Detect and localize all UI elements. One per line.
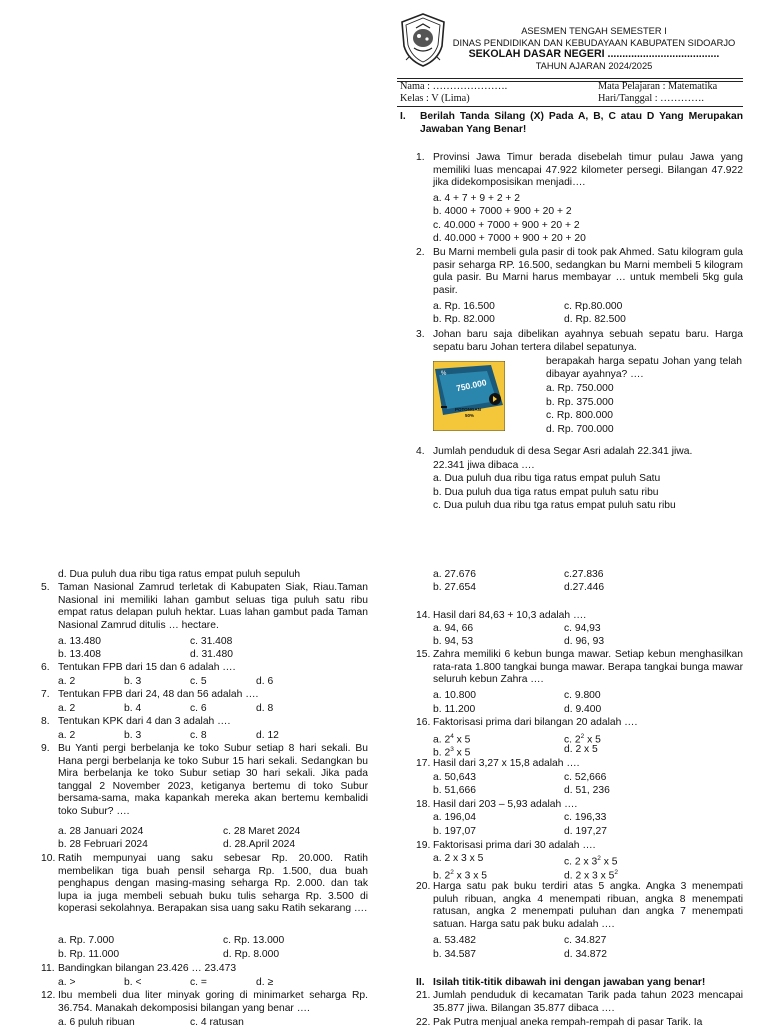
question-text: Ibu membeli dua liter minyak goring di minimarket seharga Rp. 36.754. Manakah dekomposisi bilangan yang benar ….: [58, 990, 368, 1014]
option-d[interactable]: d. 197,27: [564, 826, 607, 837]
option-c[interactable]: c. 31.408: [190, 636, 233, 647]
option-c[interactable]: c. Rp. 800.000: [546, 410, 613, 421]
option-a[interactable]: a. 94, 66: [433, 623, 474, 634]
option-c[interactable]: c. =: [190, 977, 207, 988]
option-c[interactable]: c. Rp.80.000: [564, 301, 623, 312]
option-text-tail: x 5: [600, 856, 618, 868]
option-text: c. 2 x 3: [564, 856, 598, 868]
question-number: 22.: [416, 1017, 431, 1028]
question-number: 6.: [41, 662, 50, 673]
option-d[interactable]: d. ≥: [256, 977, 274, 988]
name-field: Nama : ………………….: [400, 81, 508, 92]
option-a[interactable]: a. 6 puluh ribuan: [58, 1017, 135, 1028]
option-b[interactable]: b. 4: [124, 703, 142, 714]
section-1-number: I.: [400, 111, 406, 122]
option-d[interactable]: d. 34.872: [564, 949, 607, 960]
question-number: 11.: [41, 963, 55, 974]
option-a[interactable]: a. 2: [58, 730, 76, 741]
option-text-tail: x 5: [453, 734, 471, 746]
question-number: 15.: [416, 649, 431, 660]
question-text: Faktorisasi prima dari bilangan 20 adalah ….: [433, 717, 638, 728]
option-c[interactable]: c. 196,33: [564, 812, 607, 823]
agency-name: DINAS PENDIDIKAN DAN KEBUDAYAAN KABUPATEN SIDOARJO: [452, 38, 736, 48]
identity-divider: [397, 106, 743, 107]
exponent: 2: [597, 855, 601, 862]
question-number: 20.: [416, 881, 431, 892]
option-c[interactable]: c. 94,93: [564, 623, 601, 634]
section-2-instruction: Isilah titik-titik dibawah ini dengan jawaban yang benar!: [433, 977, 706, 988]
exponent: 2: [580, 733, 585, 740]
question-number: 14.: [416, 610, 431, 621]
header-divider: [397, 78, 743, 79]
question-number: 2.: [416, 247, 425, 258]
question-number: 17.: [416, 758, 431, 769]
option-c[interactable]: c. 8: [190, 730, 207, 741]
option-c[interactable]: c. 6: [190, 703, 207, 714]
option-d[interactable]: d. 2 x 5: [564, 744, 598, 755]
question-text: Zahra memiliki 6 kebun bunga mawar. Setiap kebun menghasilkan rata-rata 1.800 tangkai bunga mawar. Berapa tangkai bunga mawar seluruh kebun Zahra ….: [433, 649, 743, 686]
question-text: Harga satu pak buku terdiri atas 5 angka. Angka 3 menempati puluh ribuan, angka 4 menempati ribuan, angka 8 menempati ratusan, angka 2 menempati puluhan dan angka 7 menempati satuan. Harga satu pak buku adalah ….: [433, 881, 743, 930]
option-a[interactable]: a. >: [58, 977, 76, 988]
option-d[interactable]: d. 6: [256, 676, 274, 687]
option-a[interactable]: a. 2: [58, 676, 76, 687]
option-a[interactable]: a. 28 Januari 2024: [58, 826, 144, 837]
question-text: Tentukan FPB dari 15 dan 6 adalah ….: [58, 662, 236, 673]
option-b[interactable]: b. Rp. 375.000: [546, 397, 614, 408]
question-text: Tentukan FPB dari 24, 48 dan 56 adalah ….: [58, 689, 259, 700]
option-a[interactable]: a. Rp. 7.000: [58, 935, 115, 946]
option-c[interactable]: c. 52,666: [564, 772, 607, 783]
section-1-instruction: Berilah Tanda Silang (X) Pada A, B, C atau D Yang Merupakan Jawaban Yang Benar!: [420, 111, 743, 135]
option-d[interactable]: d. 8: [256, 703, 274, 714]
question-text: Provinsi Jawa Timur berada disebelah timur pulau Jawa yang memiliki luas mencapai 47.922 kilometer persegi. Bilangan 47.922 jika didekomposisikan menjadi….: [433, 152, 743, 189]
option-a[interactable]: a. 2: [58, 703, 76, 714]
option-text-tail: x 5: [453, 747, 471, 759]
option-text: b. 2: [433, 747, 451, 759]
school-year: TAHUN AJARAN 2024/2025: [535, 61, 653, 71]
option-a[interactable]: a. 50,643: [433, 772, 476, 783]
exponent: 2: [450, 869, 454, 876]
question-text: Jumlah penduduk di desa Segar Asri adalah 22.341 jiwa.: [433, 446, 693, 457]
question-3-prompt: berapakah harga sepatu Johan yang telah dibayar ayahnya? ….: [546, 356, 742, 380]
option-b[interactable]: b. 4000 + 7000 + 900 + 20 + 2: [433, 206, 572, 217]
question-text: Bu Marni membeli gula pasir di took pak Ahmed. Satu kilogram gula pasir seharga RP. 16.500, sedangkan bu Marni membeli 5 kilogram gula pasir. Bu Marni harus membayar … untuk membeli 5kg gula pasir.: [433, 247, 743, 296]
option-d[interactable]: d. 12: [256, 730, 279, 741]
option-d[interactable]: d. Dua puluh dua ribu tiga ratus empat puluh sepuluh: [58, 569, 301, 580]
option-c[interactable]: c. 40.000 + 7000 + 900 + 20 + 2: [433, 220, 580, 231]
question-number: 8.: [41, 716, 50, 727]
question-text: Jumlah penduduk di kecamatan Tarik pada tahun 2023 mencapai 35.877 jiwa. Bilangan 35.877 dibaca ….: [433, 990, 743, 1014]
option-a[interactable]: a. 13.480: [58, 636, 101, 647]
option-a[interactable]: a. 10.800: [433, 690, 476, 701]
option-b[interactable]: b. Rp. 11.000: [58, 949, 120, 960]
option-d[interactable]: d. Rp. 82.500: [564, 314, 626, 325]
question-number: 16.: [416, 717, 431, 728]
option-text-tail: x 3 x 5: [453, 870, 488, 882]
question-text: Hasil dari 3,27 x 15,8 adalah ….: [433, 758, 580, 769]
question-number: 9.: [41, 743, 50, 754]
option-b[interactable]: b. 11.200: [433, 704, 476, 715]
option-text: b. 2: [433, 870, 451, 882]
option-b[interactable]: b. Dua puluh dua tiga ratus empat puluh satu ribu: [433, 487, 659, 498]
question-text: Tentukan KPK dari 4 dan 3 adalah ….: [58, 716, 231, 727]
question-text: Hasil dari 203 – 5,93 adalah ….: [433, 799, 578, 810]
option-d[interactable]: d. Rp. 8.000: [223, 949, 280, 960]
question-text: Taman Nasional Zamrud terletak di Kabupaten Siak, Riau.Taman Nasional ini memiliki lahan gambut seluas tiga puluh satu ribu empat ratus delapan puluh hektar. Luas lahan gambut pada Taman Nasional Zamrud ditulis … hectare.: [58, 582, 368, 631]
option-d[interactable]: d. 51, 236: [564, 785, 610, 796]
school-emblem-logo: [398, 12, 448, 68]
question-number: 7.: [41, 689, 50, 700]
question-4-prompt: 22.341 jiwa dibaca ….: [433, 460, 535, 471]
option-text: c. 2: [564, 734, 581, 746]
option-text-tail: x 5: [584, 734, 601, 746]
option-d[interactable]: d.27.446: [564, 582, 605, 593]
option-d[interactable]: d. 9.400: [564, 704, 602, 715]
option-d[interactable]: d. 28.April 2024: [223, 839, 296, 850]
option-a[interactable]: a. 27.676: [433, 569, 476, 580]
option-b[interactable]: b. Rp. 82.000: [433, 314, 495, 325]
option-c[interactable]: c. Dua puluh dua ribu tga ratus empat puluh satu ribu: [433, 500, 676, 511]
question-number: 19.: [416, 840, 431, 851]
question-text: Pak Putra menjual aneka rempah-rempah di pasar Tarik. Ia: [433, 1017, 703, 1028]
shoe-price-tag-image: [433, 361, 505, 431]
option-d[interactable]: d. 31.480: [190, 649, 233, 660]
subject-field: Mata Pelajaran : Matematika: [598, 81, 718, 92]
question-text: Bandingkan bilangan 23.426 … 23.473: [58, 963, 237, 974]
school-name: SEKOLAH DASAR NEGERI ......................................: [468, 48, 720, 60]
question-text: Ratih mempunyai uang saku sebesar Rp. 20.000. Ratih membelikan tiga buah pensil seharga Rp. 1.500, dua buah penghapus dengan masing-masing seharga Rp. 2.000. dan tak lupa ia juga membeli sebuah buku tulis seharga Rp. 3.500 di koperasi sekolahnya. Berapakan sisa uang saku Ratih sekarang ….: [58, 853, 368, 915]
question-number: 3.: [416, 329, 425, 340]
option-a[interactable]: a. Rp. 750.000: [546, 383, 614, 394]
option-b[interactable]: b. 94, 53: [433, 636, 474, 647]
question-number: 18.: [416, 799, 431, 810]
option-a[interactable]: a. 4 + 7 + 9 + 2 + 2: [433, 193, 521, 204]
exam-title: ASESMEN TENGAH SEMESTER I: [521, 26, 667, 36]
option-b[interactable]: b. <: [124, 977, 142, 988]
question-number: 5.: [41, 582, 50, 593]
option-c[interactable]: c.27.836: [564, 569, 604, 580]
option-d[interactable]: d. 96, 93: [564, 636, 605, 647]
exponent: 4: [450, 733, 454, 740]
question-number: 4.: [416, 446, 425, 457]
percent-icon: %: [441, 371, 447, 377]
option-a[interactable]: a. 196,04: [433, 812, 476, 823]
option-text: a. 2: [433, 734, 451, 746]
exponent: 2: [614, 869, 618, 876]
question-number: 10.: [41, 853, 56, 864]
option-c[interactable]: c. 5: [190, 676, 207, 687]
tag-price: 750.000: [455, 377, 488, 394]
section-2-number: II.: [416, 977, 425, 988]
option-d[interactable]: d. 40.000 + 7000 + 900 + 20 + 20: [433, 233, 586, 244]
option-c[interactable]: c. Rp. 13.000: [223, 935, 285, 946]
option-b[interactable]: b. 34.587: [433, 949, 476, 960]
option-b[interactable]: b. 3: [124, 676, 142, 687]
option-b[interactable]: b. 13.408: [58, 649, 101, 660]
question-number: 21.: [416, 990, 431, 1001]
option-b[interactable]: b. 27.654: [433, 582, 476, 593]
option-b[interactable]: b. 28 Februari 2024: [58, 839, 148, 850]
option-text: d. 2 x 3 x 5: [564, 870, 615, 882]
question-text: Faktorisasi prima dari 30 adalah ….: [433, 840, 596, 851]
option-c[interactable]: c. 34.827: [564, 935, 607, 946]
question-text: Johan baru saja dibelikan ayahnya sebuah sepatu baru. Harga sepatu baru Johan tertera dilabel sepatunya.: [433, 329, 743, 353]
tag-percent: 50%: [465, 413, 475, 418]
tag-discount: POTONGAN: [455, 407, 481, 412]
option-b[interactable]: b. 197,07: [433, 826, 476, 837]
option-b[interactable]: b. 51,666: [433, 785, 476, 796]
question-number: 12.: [41, 990, 56, 1001]
question-text: Hasil dari 84,63 + 10,3 adalah ….: [433, 610, 587, 621]
option-a[interactable]: a. 53.482: [433, 935, 476, 946]
option-c[interactable]: c. 9.800: [564, 690, 601, 701]
option-c[interactable]: c. 4 ratusan: [190, 1017, 244, 1028]
class-field: Kelas : V (Lima): [400, 93, 470, 104]
question-number: 1.: [416, 152, 425, 163]
exponent: 3: [450, 746, 454, 753]
option-a[interactable]: a. Dua puluh dua ribu tiga ratus empat puluh Satu: [433, 473, 661, 484]
option-c[interactable]: c. 28 Maret 2024: [223, 826, 301, 837]
option-b[interactable]: b. 3: [124, 730, 142, 741]
option-d[interactable]: d. Rp. 700.000: [546, 424, 614, 435]
option-a[interactable]: a. 2 x 3 x 5: [433, 853, 484, 864]
option-a[interactable]: a. Rp. 16.500: [433, 301, 495, 312]
date-field: Hari/Tanggal : ………….: [598, 93, 704, 104]
question-text: Bu Yanti pergi berbelanja ke toko Subur setiap 8 hari sekali. Bu Hana pergi berbelanja ke toko Subur 15 hari sekali. Sedangkan bu Mira berbelanja ke toko Subur setiap 30 hari sekali. Jika pada tanggal 2 November 2023, ketiganya bertemu di toko Subur bersama-sama, maka kapankah mereka akan bertemu kembalidi toko Subur? ….: [58, 743, 368, 817]
